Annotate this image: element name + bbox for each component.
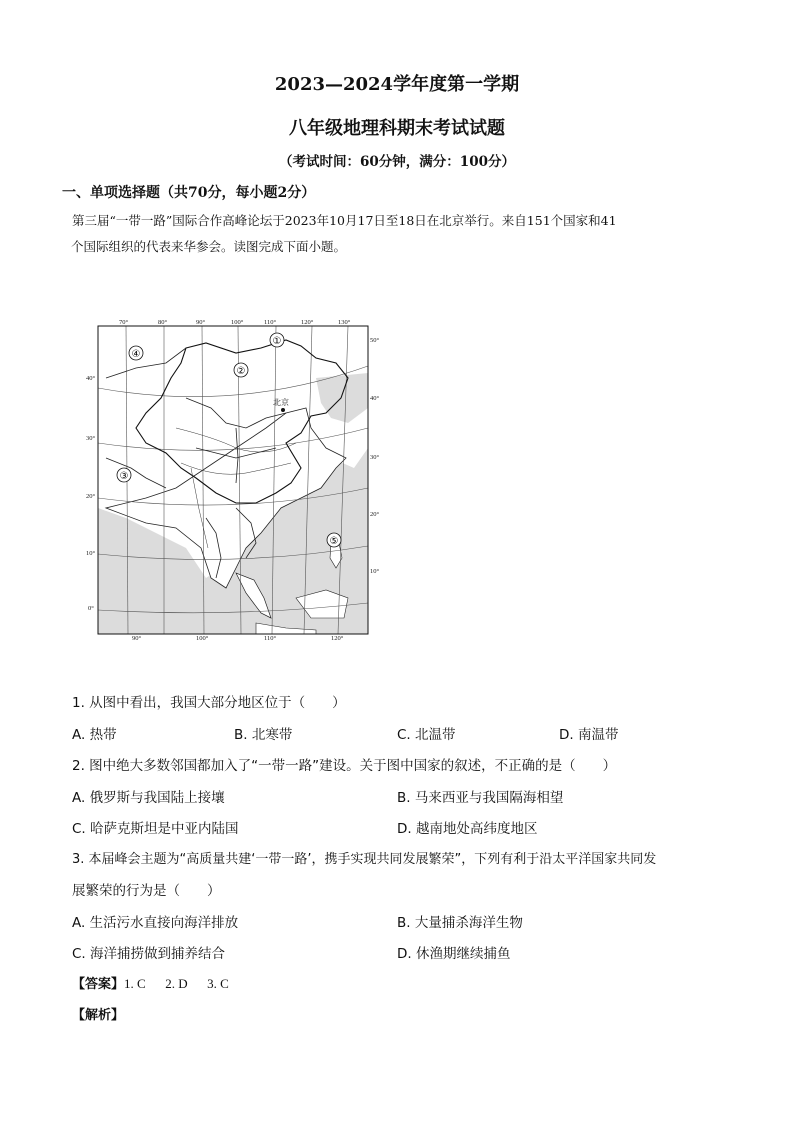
question-1-option-a: A. 热带	[72, 727, 117, 743]
lat-left-10: 10°	[86, 550, 96, 557]
question-2-option-c: C. 哈萨克斯坦是中亚内陆国	[72, 821, 239, 837]
intro-line-2: 个国际组织的代表来华参会。读图完成下面小题。	[71, 239, 347, 254]
longitude-labels-bottom	[132, 635, 344, 640]
exam-title-subject: 八年级地理科期末考试试题	[289, 118, 505, 139]
lat-right-50: 50°	[370, 337, 380, 344]
lon-top-120: 120°	[301, 319, 314, 326]
question-3-option-c: C. 海洋捕捞做到捕养结合	[72, 946, 226, 962]
lon-bottom-90: 90°	[132, 635, 142, 640]
lon-top-80: 80°	[158, 319, 168, 326]
lon-top-90: 90°	[196, 319, 206, 326]
lon-top-110: 110°	[264, 319, 277, 326]
lat-right-40: 40°	[370, 395, 380, 402]
asia-map-figure	[86, 318, 386, 640]
exam-title-year: 2023—2024学年度第一学期	[274, 74, 520, 95]
question-1-stem: 1. 从图中看出，我国大部分地区位于（ ）	[72, 695, 346, 711]
question-1-option-c: C. 北温带	[397, 727, 456, 743]
beijing-label: 北京	[273, 398, 289, 407]
lon-bottom-120: 120°	[331, 635, 344, 640]
question-3-stem-line-2: 展繁荣的行为是（ ）	[72, 883, 221, 899]
question-3-option-b: B. 大量捕杀海洋生物	[397, 915, 523, 931]
question-2-option-b: B. 马来西亚与我国隔海相望	[397, 790, 564, 806]
question-2-option-d: D. 越南地处高纬度地区	[397, 821, 538, 837]
lon-top-70: 70°	[119, 319, 129, 326]
answer-label: 【答案】	[72, 977, 125, 992]
sea-area-north	[316, 373, 368, 423]
answer-3: 3. C	[207, 976, 229, 991]
analysis-label: 【解析】	[72, 1008, 125, 1023]
lat-left-0: 0°	[88, 605, 94, 612]
intro-line-1: 第三届“一带一路”国际合作高峰论坛于2023年10月17日至18日在北京举行。来自151个国家和41	[72, 213, 617, 228]
intro-paragraph	[72, 208, 724, 260]
question-3-stem-line-1: 3. 本届峰会主题为“高质量共建‘一带一路’，携手实现共同发展繁荣”，下列有利于沿太平洋国家共同发	[72, 852, 657, 867]
marker-3-label: ③	[119, 471, 129, 482]
question-2-option-a: A. 俄罗斯与我国陆上接壤	[72, 790, 225, 806]
analysis-line	[72, 1004, 124, 1023]
section-heading: 一、单项选择题（共70分，每小题2分）	[62, 185, 316, 201]
answer-2: 2. D	[165, 976, 188, 991]
question-1-option-b: B. 北寒带	[234, 727, 293, 743]
marker-4-label: ④	[131, 349, 141, 360]
question-2-stem: 2. 图中绝大多数邻国都加入了“一带一路”建设。关于图中国家的叙述，不正确的是（ ）	[72, 758, 617, 774]
lat-left-40: 40°	[86, 375, 96, 382]
lat-left-20: 20°	[86, 493, 96, 500]
lon-top-130: 130°	[338, 319, 351, 326]
lon-bottom-110: 110°	[264, 635, 277, 640]
latitude-labels-right	[370, 337, 380, 575]
marker-1-label: ①	[272, 336, 282, 347]
beijing-dot	[281, 408, 285, 412]
lat-right-20: 20°	[370, 511, 380, 518]
marker-2-label: ②	[236, 366, 246, 377]
lat-left-30: 30°	[86, 435, 96, 442]
answer-1: 1. C	[124, 976, 146, 991]
answer-line	[72, 973, 229, 992]
lat-right-10: 10°	[370, 568, 380, 575]
lon-top-100: 100°	[231, 319, 244, 326]
latitude-labels-left	[86, 375, 96, 612]
lon-bottom-100: 100°	[196, 635, 209, 640]
longitude-labels-top	[119, 319, 351, 326]
question-1-option-d: D. 南温带	[559, 727, 619, 743]
lat-right-30: 30°	[370, 454, 380, 461]
marker-5-label: ⑤	[329, 536, 339, 547]
question-3-option-a: A. 生活污水直接向海洋排放	[72, 915, 239, 931]
exam-info: （考试时间：60分钟，满分：100分）	[279, 154, 515, 170]
question-3-option-d: D. 休渔期继续捕鱼	[397, 946, 511, 962]
